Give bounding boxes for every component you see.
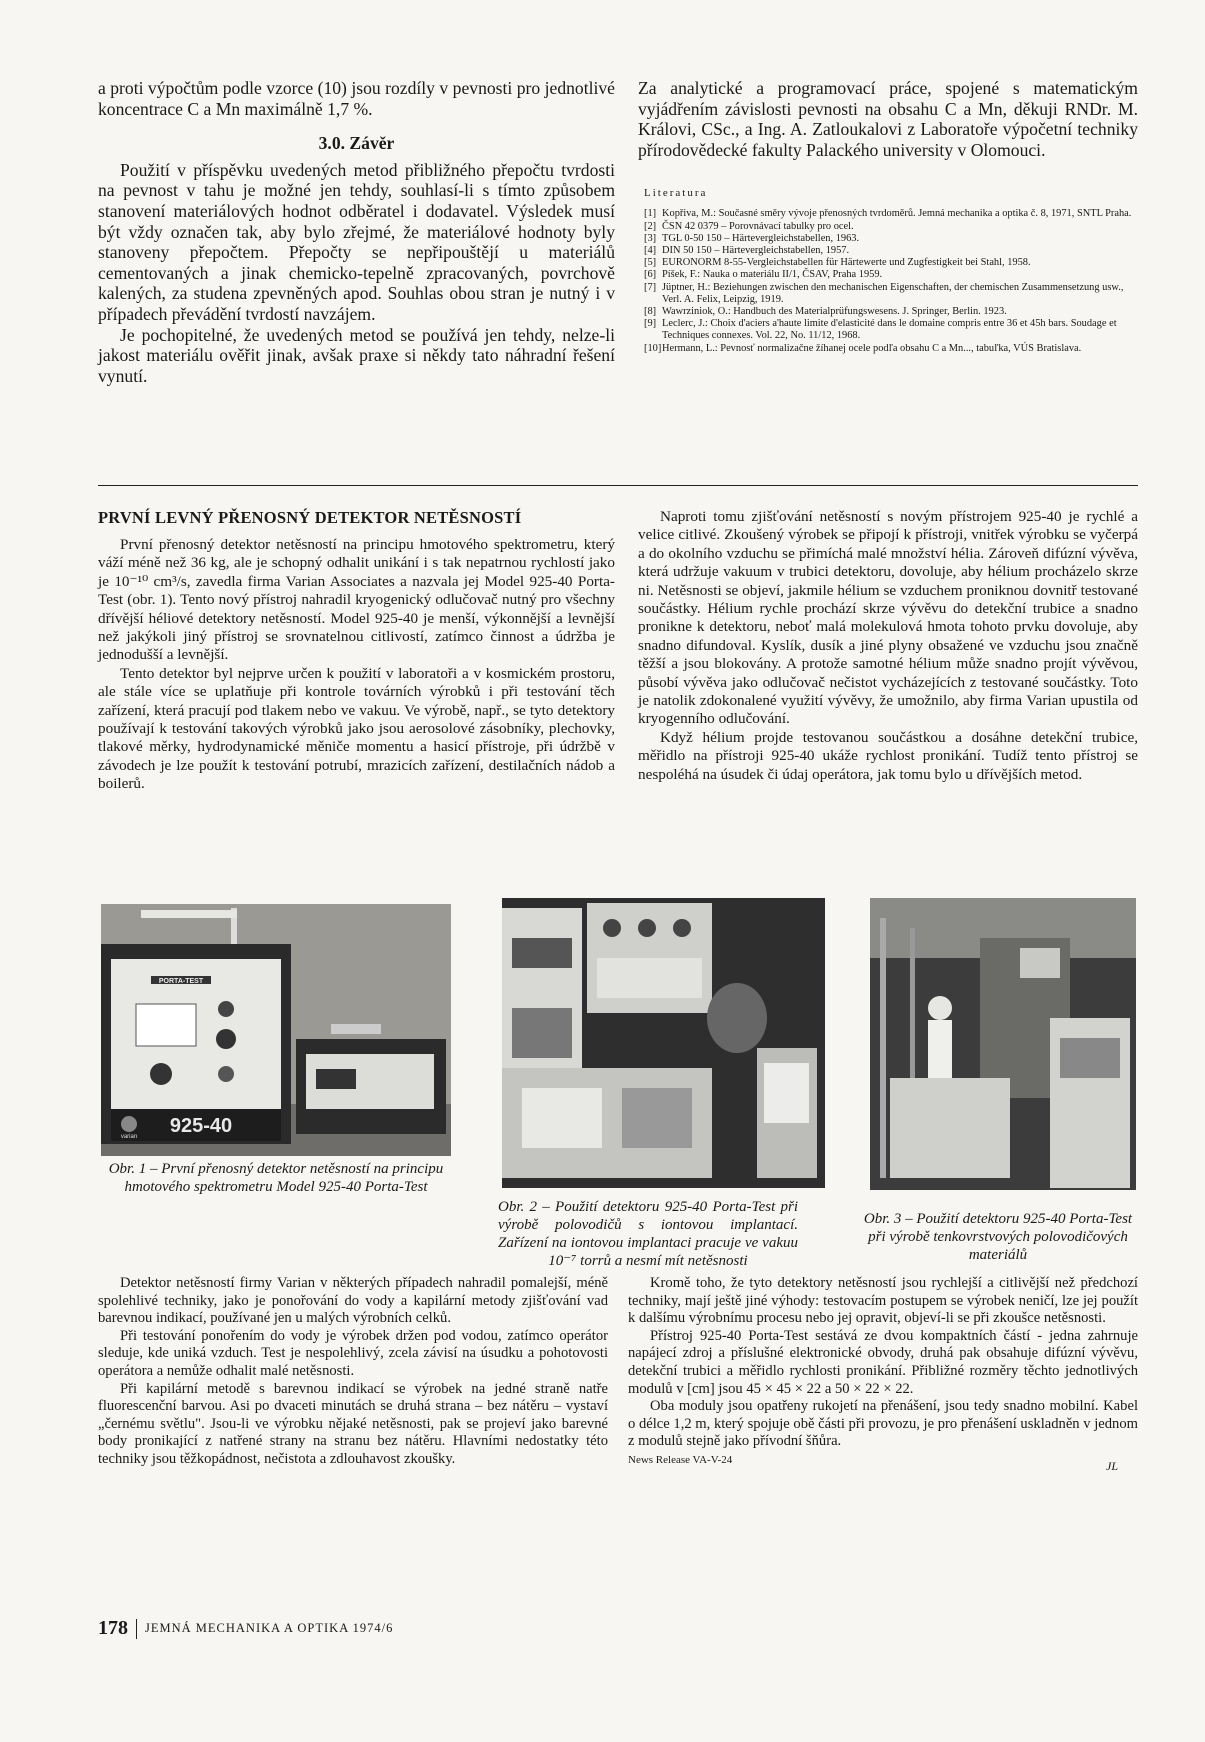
author-initials: JL: [1106, 1458, 1118, 1473]
reference-item: [644, 318, 1138, 342]
reference-number: [10]: [644, 342, 662, 354]
reference-text: ČSN 42 0379 – Porovnávací tabulky pro ocel.: [662, 220, 854, 232]
article-left-paragraph-1: První přenosný detektor netěsností na principu hmotového spektrometru, který váží méně než 36 kg, ale je schopný odhalit unikání i s tak nepatrnou rychlostí jako je 10⁻¹⁰ cm³/s, zavedla firma Varian Associates a nazvala jej Model 925-40 Porta-Test (obr. 1). Tento nový přístroj nahradil kryogenický odlučovač nutný pro všechny dřívější héliové detektory netěsností. Model 925-40 je menší, výkonnější a levnější než jakýkoli jiný přístroj se srovnatelnou citlivostí, zatímco činnost a údržba je jednodušší a levnější.: [98, 536, 615, 664]
reference-number: [8]: [644, 306, 657, 317]
reference-text: Jüptner, H.: Beziehungen zwischen den mechanischen Eigenschaften, der chemischen Zusammensetzung usw., Verl. A. Felix, Leipzig, 1919.: [662, 281, 1124, 305]
reference-text: Píšek, F.: Nauka o materiálu II/1, ČSAV, Praha 1959.: [662, 269, 883, 281]
figure-2-caption: Obr. 2 – Použití detektoru 925-40 Porta-Test při výrobě polovodičů s iontovou implantací. Zařízení na iontovou implantaci pracuje ve vakuu 10⁻⁷ torrů a nesmí mít netěsnosti: [498, 1199, 798, 1269]
reference-item: [644, 245, 1138, 257]
figure-2-photo: [502, 898, 825, 1188]
reference-number: [9]: [644, 318, 657, 330]
footer-divider: [136, 1619, 137, 1639]
reference-item: [644, 221, 1138, 233]
page-number: 178: [98, 1617, 128, 1639]
page-footer: [98, 1617, 393, 1640]
reference-item: [644, 269, 1138, 281]
conclusion-paragraph-1: Použití v příspěvku uvedených metod přibližného přepočtu tvrdosti na pevnost v tahu je možné jen tehdy, souhlasí-li s tímto způsobem stanovení materiálových hodnot odběratel i dodavatel. Výsledek musí být vždy označen tak, aby bylo zřejmé, že materiálové hodnoty byly stanoveny přepočtem. Přepočty se nepřipouštějí u materiálů cementovaných a jinak chemicko-tepelně zpracovaných, povrchově kalených, za studena zpevněných apod. Souhlas obou stran je nutný i v případech převádění tvrdostí navzájem.: [98, 159, 615, 324]
reference-number: [3]: [644, 232, 657, 244]
reference-text: DIN 50 150 – Härtevergleichstabellen, 1957.: [662, 244, 850, 256]
figure-1-caption: Obr. 1 – První přenosný detektor netěsností na principu hmotového spektrometru Model 925-40 Porta-Test: [108, 1161, 444, 1195]
bottom-left-paragraph-3: Při kapilární metodě s barevnou indikací se výrobek na jedné straně natře fluorescenční barvou. Asi po dvaceti minutách se druhá strana – bez nátěru – vystaví „černému světlu". Jsou-li ve výrobku nějaké netěsnosti, pak se projeví jako barevné body pronikající z natřené strany na stranu bez nátěru. Hlavními nedostatky této techniky jsou těžkopádnost, nečistota a zdlouhavost zkoušky.: [98, 1380, 608, 1467]
figure-1-photo: [101, 904, 451, 1156]
article-right-paragraph-1: Naproti tomu zjišťování netěsností s novým přístrojem 925-40 je rychlé a velice citlivé. Zkoušený výrobek se připojí k přístroji, vnitřek výrobku se vyčerpá a do okolního vzduchu se přimíchá malé množství hélia. Zároveň difúzní vývěva, která udržuje vakuum v trubici detektoru, dovoluje, aby hélium procházelo skrze ni. Netěsnosti se objeví, jakmile hélium se vzduchem proniknou dovnitř testované součástky. Hélium rychle prochází skrze vývěvu do detekční trubice a snadno pronikne k detektoru, neboť malá molekulová hmota tohoto prvku dovoluje, aby snadno difundoval. Kyslík, dusík a jiné plyny obsažené ve vzduchu jsou značně těžší a jsou blokovány. A protože samotné hélium může snadno projít vývěvou, působí vývěva jako odlučovač nečistot vycházejících z testované součástky. Toto je natolik zdokonalené využití vývěvy, že umožnilo, aby firma Varian upustila od kryogenního odlučování.: [638, 508, 1138, 728]
reference-text: EURONORM 8-55-Vergleichstabellen für Härtewerte und Zugfestigkeit bei Stahl, 1958.: [662, 257, 1031, 269]
model-label: 925-40: [169, 1115, 233, 1137]
reference-text: Hermann, L.: Pevnosť normalizačne žíhanej ocele podľa obsahu C a Mn..., tabuľka, VÚS Bratislava.: [662, 342, 1082, 354]
reference-text: Wawrziniok, O.: Handbuch des Materialprüfungswesens. J. Springer, Berlin. 1923.: [662, 306, 1007, 317]
bottom-left-paragraph-1: Detektor netěsností firmy Varian v některých případech nahradil pomalejší, méně spolehlivé techniky, jako je ponořování do vody a kapilární metody zjišťování vad barevnou indikací, používané jen u malých výrobních celků.: [98, 1275, 608, 1327]
figure-3-photo: [870, 898, 1136, 1190]
acknowledgement: Za analytické a programovací práce, spojené s matematickým vyjádřením závislosti pevnosti na obsahu C a Mn, děkuji RNDr. M. Královi, CSc., a Ing. A. Zatloukalovi z Laboratoře výpočetní techniky přírodovědecké fakulty Palackého university v Olomouci.: [638, 78, 1138, 160]
thin-film-lab-illustration: [870, 898, 1136, 1190]
bottom-left-paragraph-2: Při testování ponořením do vody je výrobek držen pod vodou, zatímco operátor sleduje, kde uniká vzduch. Test je nespolehlivý, zcela závisí na úsudku a pohotovosti operátora a nemůže odhalit malé netěsnosti.: [98, 1327, 608, 1379]
reference-list: [638, 208, 1138, 354]
leak-detector-illustration: [101, 904, 451, 1156]
reference-text: TGL 0-50 150 – Härtevergleichstabellen, 1963.: [662, 232, 860, 244]
figure-3-caption: Obr. 3 – Použití detektoru 925-40 Porta-Test při výrobě tenkovrstvových polovodičových materiálů: [863, 1211, 1133, 1263]
bottom-right-paragraph-1: Kromě toho, že tyto detektory netěsností jsou rychlejší a citlivější než předchozí techniky, mají ještě jiné výhody: testovacím postupem se výrobek neničí, lze jej použít k dalšímu výrobnímu procesu nebo jej opravit, objeví-li se při zkoušce netěsnosti.: [628, 1275, 1138, 1327]
conclusion-paragraph-2: Je pochopitelné, že uvedených metod se používá jen tehdy, nelze-li jakost materiálu ověřit jinak, avšak praxe si někdy tato náhradní řešení vynutí.: [98, 324, 615, 386]
panel-label: PORTA-TEST: [158, 978, 204, 985]
top-left-column: [98, 78, 615, 386]
article-title: PRVNÍ LEVNÝ PŘENOSNÝ DETEKTOR NETĚSNOSTÍ: [98, 508, 522, 527]
reference-item: [644, 208, 1138, 220]
reference-number: [5]: [644, 257, 657, 269]
article-right-column: [638, 508, 1138, 784]
intro-paragraph: a proti výpočtům podle vzorce (10) jsou rozdíly v pevnosti pro jednotlivé koncentrace C a Mn maximálně 1,7 %.: [98, 78, 615, 119]
bottom-right-paragraph-2: Přístroj 925-40 Porta-Test sestává ze dvou kompaktních částí - jedna zahrnuje napájecí zdroj a příslušné elektronické obvody, druhá pak obsahuje difúzní vývěvu, detekční trubici a měřidlo rychlosti pronikání. Přibližné rozměry těchto jednotlivých modulů v [cm] jsou 45 × 45 × 22 a 50 × 22 × 22.: [628, 1327, 1138, 1397]
journal-name: JEMNÁ MECHANIKA A OPTIKA 1974/6: [145, 1621, 394, 1635]
article-left-column: [98, 508, 615, 794]
bottom-right-column: [628, 1275, 1138, 1476]
news-release-source: News Release VA-V-24: [628, 1453, 733, 1466]
reference-item: [644, 343, 1138, 355]
literature-title: Literatura: [644, 187, 708, 200]
brand-label: varian: [120, 1134, 138, 1140]
reference-number: [4]: [644, 244, 657, 256]
reference-number: [1]: [644, 208, 657, 220]
bottom-right-paragraph-3: Oba moduly jsou opatřeny rukojetí na přenášení, jsou tedy snadno mobilní. Kabel o délce 1,2 m, který spojuje obě části při provozu, je pro přenášení uskladněn v jednom z modulů stejně jako přívodní šňůra.: [628, 1398, 1138, 1450]
reference-item: [644, 233, 1138, 245]
article-right-paragraph-2: Když hélium projde testovanou součástkou a dosáhne detekční trubice, měřidlo na přístroji 925-40 ukáže rychlost pronikání. Tudíž tento přístroj se nespoléhá na úsudek či údaj operátora, jak tomu bylo u dřívějších metod.: [638, 728, 1138, 783]
reference-text: Leclerc, J.: Choix d'aciers a'haute limite d'elasticité dans le domaine compris entre 36 et 45h bars. Soudage et Techniques connexes. Vol. 22, No. 11/12, 1968.: [662, 318, 1117, 342]
reference-number: [2]: [644, 220, 657, 232]
top-divider: [98, 485, 1138, 486]
ion-implantation-illustration: [502, 898, 825, 1188]
reference-number: [6]: [644, 269, 657, 281]
reference-item: [644, 306, 1138, 318]
section-heading: 3.0. Závěr: [318, 133, 395, 154]
reference-item: [644, 257, 1138, 269]
top-right-column: [638, 78, 1138, 355]
reference-number: [7]: [644, 281, 657, 293]
reference-text: Kopřiva, M.: Současné směry vývoje přenosných tvrdoměrů. Jemná mechanika a optika č. 8, 1971, SNTL Praha.: [662, 208, 1132, 220]
article-left-paragraph-2: Tento detektor byl nejprve určen k použití v laboratoři a v kosmickém prostoru, ale stále více se uplatňuje při kontrole továrních výrobků i při testování těch zařízení, která pracují pod tlakem nebo ve vakuu. Ve výrobě, např., se tyto detektory používají k testování takových výrobků jako jsou aerosolové zásobníky, plechovky, tlakové měrky, hydrodynamické měniče momentu a hasicí přístroje, při údržbě v závodech je lze použít k testování potrubí, mrazicích zařízení, destilačních nádob a boilerů.: [98, 664, 615, 793]
reference-item: [644, 282, 1138, 306]
bottom-left-column: [98, 1275, 608, 1469]
